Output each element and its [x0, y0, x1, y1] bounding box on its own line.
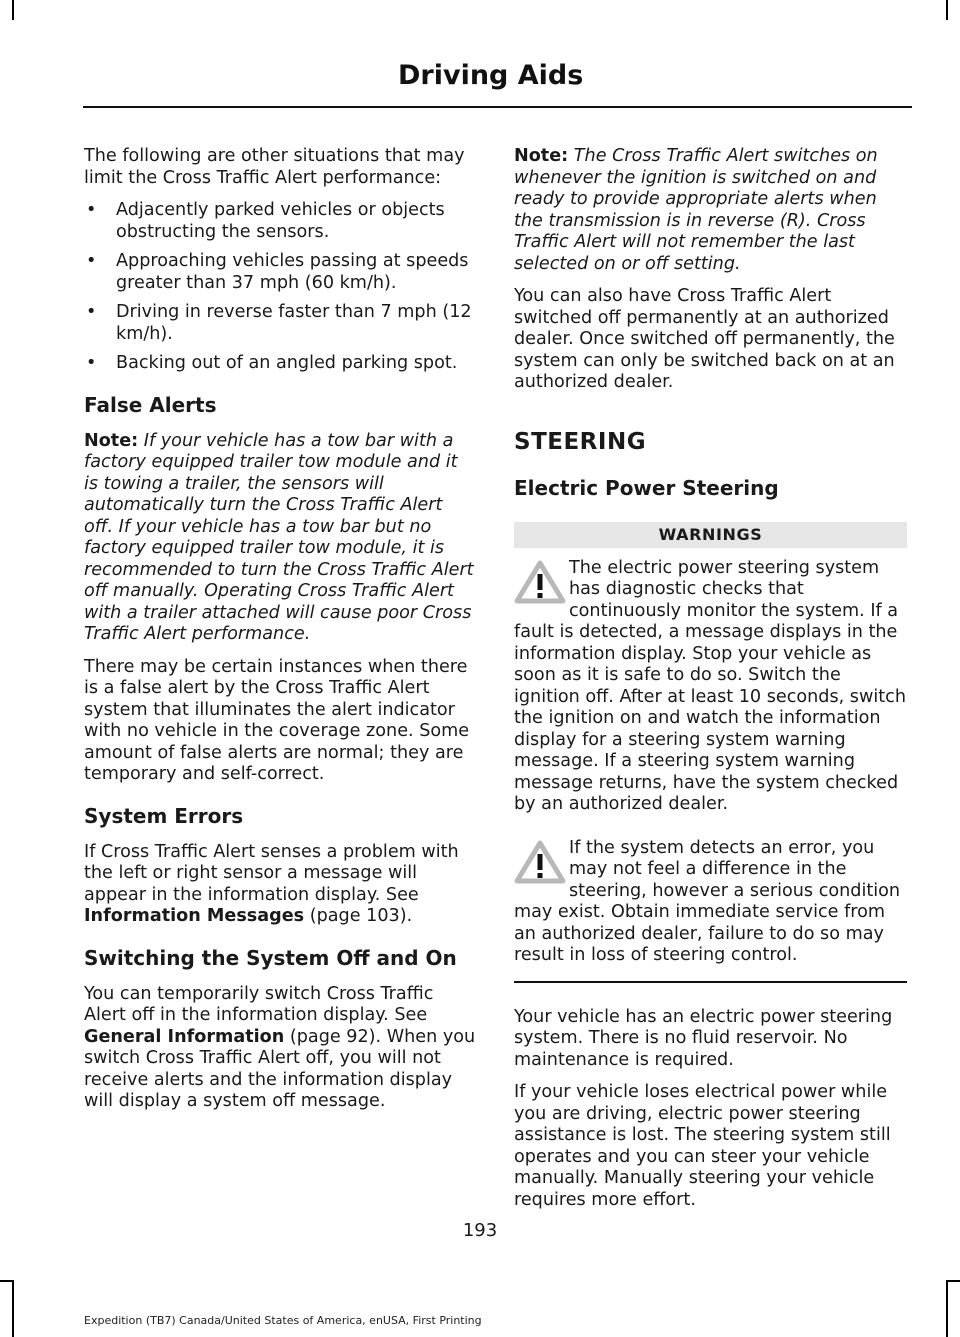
warnings-divider: [514, 981, 907, 983]
dealer-paragraph: You can also have Cross Traffic Alert switched off permanently at an authorized dealer. Once switched off permanently, the system can only be switched back on at an authorized dealer.: [514, 286, 895, 392]
switching-text: You can temporarily switch Cross Traffic Alert off in the information display. See: [84, 983, 434, 1025]
note-text: The Cross Traffic Alert switches on whenever the ignition is switched on and ready to provide appropriate alerts when the transmission is in reverse (R). Cross Traffic Alert will not remember the last selected on or off setting.: [514, 146, 878, 274]
crop-mark-bottom-right-horizontal: [946, 1280, 960, 1282]
bullet-icon: •: [86, 302, 97, 322]
page-number: 193: [462, 1220, 498, 1241]
list-item: [84, 302, 476, 345]
header-divider: [83, 106, 912, 108]
warning-text: If the system detects an error, you may not feel a difference in the steering, however a serious condition may exist. Obtain immediate service from an authorized dealer, failure to do so may result in loss of steering control.: [514, 837, 901, 965]
warning-triangle-icon: [514, 560, 566, 604]
steering-section-heading: STEERING: [514, 428, 647, 455]
false-alerts-note: [84, 431, 476, 646]
electric-power-steering-heading: Electric Power Steering: [514, 475, 779, 500]
cross-traffic-note: [514, 146, 907, 275]
list-item-text: Driving in reverse faster than 7 mph (12 km/h).: [116, 302, 472, 344]
switching-text-continued: (page 92). When you switch Cross Traffic Alert off, you will not receive alerts and the information display will display a system off message.: [84, 1026, 476, 1111]
warning-block: [514, 558, 907, 816]
right-column: [514, 146, 907, 1222]
switching-heading: Switching the System Off and On: [84, 945, 457, 970]
limitations-list: [84, 200, 476, 375]
list-item-text: Approaching vehicles passing at speeds greater than 37 mph (60 km/h).: [116, 251, 469, 293]
information-messages-link[interactable]: Information Messages: [84, 906, 305, 926]
note-label: Note:: [84, 430, 139, 451]
bullet-icon: •: [86, 200, 97, 220]
list-item-text: Backing out of an angled parking spot.: [116, 353, 458, 373]
power-steering-paragraph: Your vehicle has an electric power steering system. There is no fluid reservoir. No maintenance is required.: [514, 1006, 893, 1070]
list-item-text: Adjacently parked vehicles or objects obstructing the sensors.: [116, 200, 445, 242]
crop-mark-top-right-vertical: [946, 0, 948, 20]
system-errors-text: If Cross Traffic Alert senses a problem with the left or right sensor a message will appear in the information display. See: [84, 841, 459, 905]
note-text: If your vehicle has a tow bar with a factory equipped trailer tow module and it is towing a trailer, the sensors will automatically turn the Cross Traffic Alert off. If your vehicle has a tow bar but no factory equipped trailer tow module, it is recommended to turn the Cross Traffic Alert off manually. Operating Cross Traffic Alert with a trailer attached will cause poor Cross Traffic Alert performance.: [84, 430, 474, 644]
crop-mark-bottom-left-vertical: [12, 1280, 14, 1337]
warning-triangle-icon: [514, 840, 566, 884]
note-label: Note:: [514, 146, 569, 166]
warnings-banner: WARNINGS: [514, 522, 907, 548]
bullet-icon: •: [86, 353, 97, 373]
crop-mark-bottom-left-horizontal: [0, 1280, 14, 1282]
warning-text: The electric power steering system has diagnostic checks that continuously monitor the system. If a fault is detected, a message displays in the information display. Stop your vehicle as soon as it is safe to do so. Switch the ignition off. After at least 10 seconds, switch the ignition on and watch the information display for a steering system warning message. If a steering system warning message returns, have the system checked by an authorized dealer.: [514, 557, 906, 814]
false-alerts-heading: False Alerts: [84, 392, 217, 417]
left-column: [84, 146, 476, 1124]
system-errors-page-ref: (page 103).: [304, 906, 413, 926]
list-item: [84, 251, 476, 294]
system-errors-body: [84, 842, 476, 928]
false-alerts-body: There may be certain instances when there is a false alert by the Cross Traffic Alert system that illuminates the alert indicator with no vehicle in the coverage zone. Some amount of false alerts are normal; they are temporary and self-correct.: [84, 656, 470, 784]
list-item: [84, 353, 476, 375]
print-info: Expedition (TB7) Canada/United States of America, enUSA, First Printing: [84, 1314, 482, 1327]
system-errors-heading: System Errors: [84, 803, 244, 828]
bullet-icon: •: [86, 251, 97, 271]
intro-paragraph: The following are other situations that may limit the Cross Traffic Alert performance:: [84, 146, 465, 188]
power-loss-paragraph: If your vehicle loses electrical power while you are driving, electric power steering assistance is lost. The steering system still operates and you can steer your vehicle manually. Manually steering your vehicle requires more effort.: [514, 1082, 891, 1210]
list-item: [84, 200, 476, 243]
page-title: Driving Aids: [398, 60, 584, 91]
warning-block: [514, 838, 907, 967]
general-information-link[interactable]: General Information: [84, 1026, 285, 1047]
switching-body: [84, 984, 476, 1113]
crop-mark-top-left-vertical: [12, 0, 14, 20]
crop-mark-bottom-right-vertical: [946, 1280, 948, 1337]
